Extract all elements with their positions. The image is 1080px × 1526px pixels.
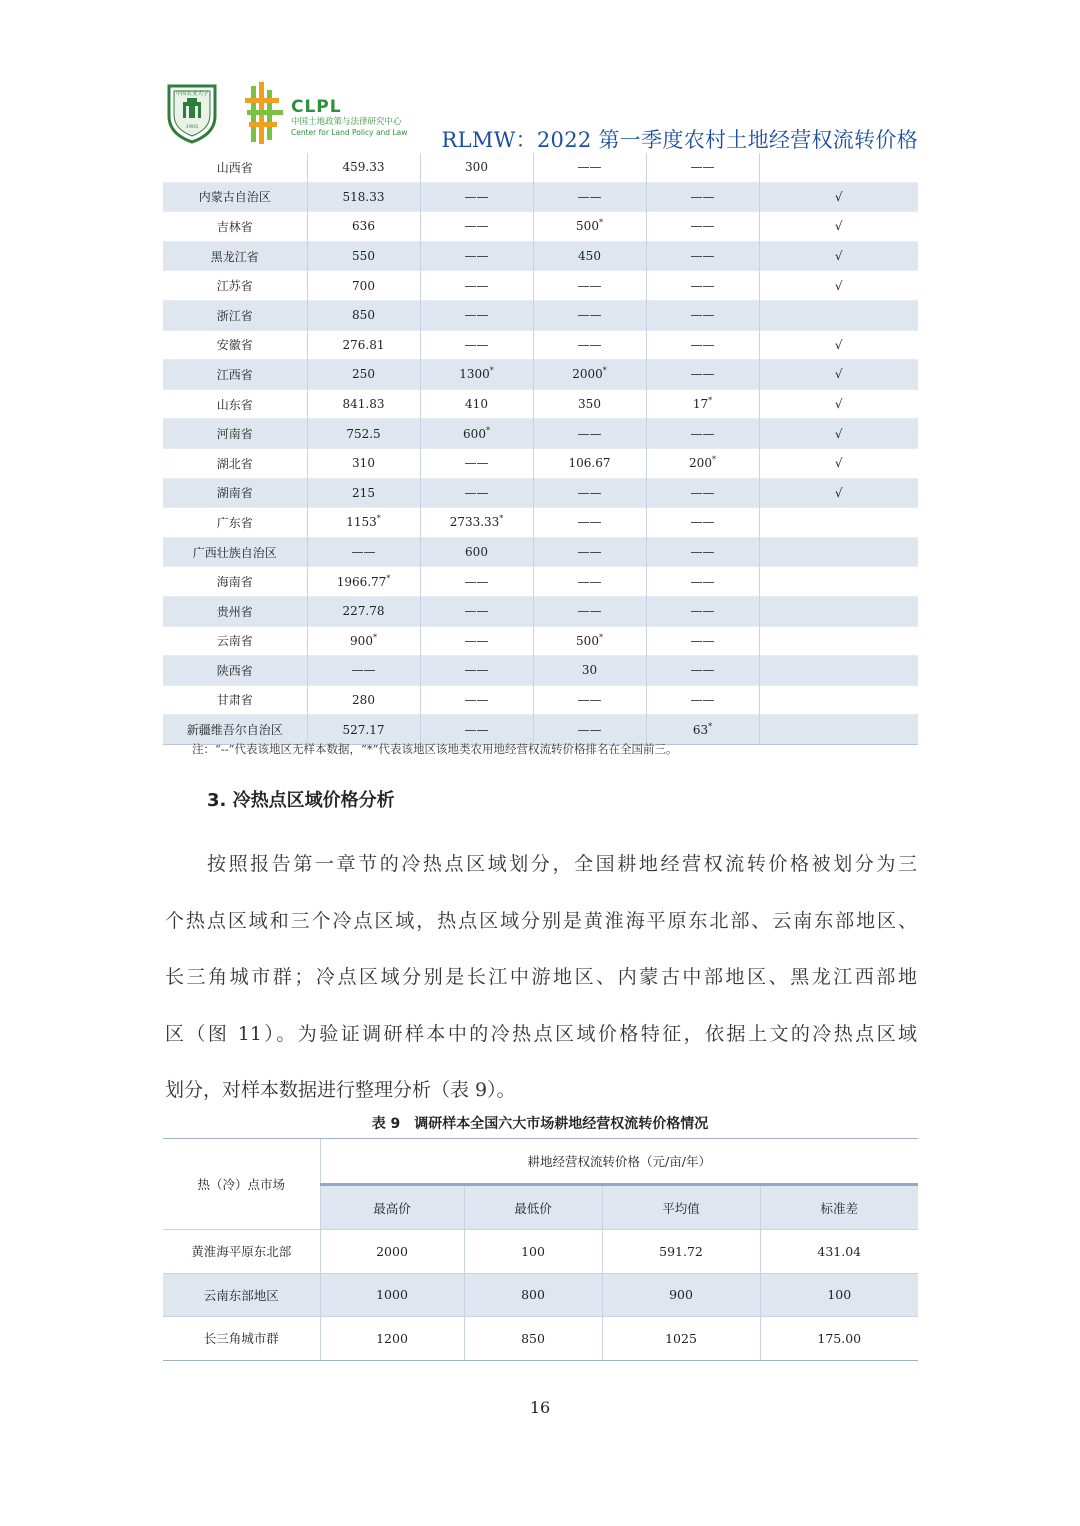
table-cell: ——: [420, 271, 533, 301]
province-name: 安徽省: [163, 330, 307, 360]
table-cell: [759, 685, 918, 715]
paragraph-line: 按照报告第一章节的冷热点区域划分，全国耕地经营权流转价格被划分为三: [207, 853, 917, 875]
province-name: 湖北省: [163, 448, 307, 478]
table-cell: √: [834, 278, 843, 293]
clpl-english-name: Center for Land Policy and Law: [291, 128, 408, 137]
table-cell: ——: [646, 685, 759, 715]
clpl-chinese-name: 中国土地政策与法律研究中心: [291, 117, 402, 127]
clpl-name: CLPL: [291, 97, 342, 117]
table-row: [163, 330, 918, 360]
table-cell: 500*: [533, 626, 646, 656]
province-name: 湖南省: [163, 478, 307, 508]
table-cell: ——: [420, 626, 533, 656]
table-cell: 2000*: [533, 360, 646, 390]
table-cell: 2733.33*: [420, 508, 533, 538]
table-cell: 1300*: [420, 360, 533, 390]
table-row: [163, 153, 918, 182]
province-name: 内蒙古自治区: [163, 182, 307, 212]
table-cell: 527.17: [307, 715, 420, 745]
table-cell: 1966.77*: [307, 567, 420, 597]
table-row: [163, 626, 918, 656]
paragraph-line: 个热点区域和三个冷点区域，热点区域分别是黄淮海平原东北部、云南东部地区、: [165, 909, 917, 932]
table-cell: 841.83: [307, 389, 420, 419]
table-cell: √: [834, 337, 843, 352]
table-cell: ——: [646, 537, 759, 567]
table-cell: ——: [533, 596, 646, 626]
table-cell: ——: [646, 626, 759, 656]
table-cell: 215: [307, 478, 420, 508]
table-cell: 1000: [320, 1273, 464, 1317]
table-cell: ——: [533, 685, 646, 715]
table-cell: ——: [646, 419, 759, 449]
table-row: [163, 537, 918, 567]
table-cell: 250: [307, 360, 420, 390]
table-cell: ——: [420, 656, 533, 686]
table-cell: ——: [420, 212, 533, 242]
table-cell: 106.67: [533, 448, 646, 478]
market-name: 云南东部地区: [163, 1273, 320, 1317]
table-cell: 600*: [420, 419, 533, 449]
table-cell: √: [834, 485, 843, 500]
province-name: 海南省: [163, 567, 307, 597]
market-name: 黄淮海平原东北部: [163, 1230, 320, 1274]
table-cell: ——: [646, 330, 759, 360]
table-cell: 900*: [307, 626, 420, 656]
body-paragraph: [165, 836, 917, 1119]
table-cell: ——: [646, 182, 759, 212]
province-name: 山东省: [163, 389, 307, 419]
table-row: [163, 300, 918, 330]
report-title: RLMW：2022 第一季度农村土地经营权流转价格: [441, 128, 918, 152]
table-cell: √: [834, 189, 843, 204]
table-cell: ——: [646, 596, 759, 626]
table-cell: 459.33: [307, 153, 420, 182]
table-cell: ——: [646, 508, 759, 538]
table-cell: 2000: [320, 1230, 464, 1274]
table-cell: 200*: [646, 448, 759, 478]
table-cell: √: [834, 397, 843, 412]
table-cell: ——: [533, 478, 646, 508]
table-cell: 310: [307, 448, 420, 478]
table-cell: ——: [533, 330, 646, 360]
table-cell: ——: [646, 271, 759, 301]
table-note: 注：“--”代表该地区无样本数据，“*”代表该地区该地类农用地经营权流转价格排名在全国前三。: [192, 742, 678, 756]
province-name: 甘肃省: [163, 685, 307, 715]
table-row: [163, 212, 918, 242]
table-cell: 500*: [533, 212, 646, 242]
market-table-wrapper: [163, 1138, 918, 1361]
province-name: 江苏省: [163, 271, 307, 301]
table-cell: 300: [420, 153, 533, 182]
province-name: 黑龙江省: [163, 241, 307, 271]
table-cell: 63*: [646, 715, 759, 745]
table-cell: [759, 656, 918, 686]
table-row: [163, 1273, 918, 1317]
table-cell: ——: [307, 537, 420, 567]
table-cell: ——: [420, 300, 533, 330]
table-cell: 17*: [646, 389, 759, 419]
table-row: [163, 715, 918, 745]
table-cell: ——: [420, 330, 533, 360]
table-cell: ——: [533, 300, 646, 330]
table-cell: ——: [646, 478, 759, 508]
table-cell: √: [834, 249, 843, 264]
table-row: [163, 478, 918, 508]
province-name: 浙江省: [163, 300, 307, 330]
svg-text:中国农业大学: 中国农业大学: [175, 91, 209, 97]
table-cell: 100: [760, 1273, 918, 1317]
table-cell: 700: [307, 271, 420, 301]
table-cell: √: [834, 219, 843, 234]
column-header-max: 最高价: [320, 1185, 464, 1230]
table-cell: ——: [646, 300, 759, 330]
paragraph-line: 区（图 11）。为验证调研样本中的冷热点区域价格特征，依据上文的冷热点区域: [165, 1022, 917, 1045]
market-price-table: [163, 1139, 918, 1361]
province-name: 广东省: [163, 508, 307, 538]
province-price-table: [163, 153, 918, 745]
province-name: 新疆维吾尔自治区: [163, 715, 307, 745]
table-cell: 1200: [320, 1317, 464, 1361]
column-header-std: 标准差: [760, 1185, 918, 1230]
table-cell: 800: [464, 1273, 602, 1317]
clpl-logo-mark: [245, 80, 287, 146]
province-name: 广西壮族自治区: [163, 537, 307, 567]
table-row: [163, 596, 918, 626]
table-cell: ——: [533, 419, 646, 449]
province-name: 贵州省: [163, 596, 307, 626]
table-cell: ——: [420, 567, 533, 597]
table-row: [163, 656, 918, 686]
page-header: [163, 78, 918, 152]
table-cell: [759, 567, 918, 597]
table-cell: [759, 626, 918, 656]
table-cell: ——: [420, 596, 533, 626]
table-cell: [759, 537, 918, 567]
table-cell: ——: [420, 241, 533, 271]
table-cell: 280: [307, 685, 420, 715]
table-cell: ——: [646, 212, 759, 242]
table-cell: 900: [602, 1273, 760, 1317]
table-row: [163, 271, 918, 301]
table-cell: 431.04: [760, 1230, 918, 1274]
province-name: 云南省: [163, 626, 307, 656]
table-cell: 636: [307, 212, 420, 242]
table-cell: √: [834, 426, 843, 441]
table-cell: ——: [420, 685, 533, 715]
table-cell: ——: [420, 715, 533, 745]
table-cell: 227.78: [307, 596, 420, 626]
table-cell: [759, 300, 918, 330]
table-cell: 410: [420, 389, 533, 419]
table-row: [163, 1230, 918, 1274]
table-cell: ——: [533, 537, 646, 567]
table-row: [163, 685, 918, 715]
table-cell: ——: [307, 656, 420, 686]
section-heading: 3. 冷热点区域价格分析: [207, 790, 395, 811]
table-cell: ——: [646, 241, 759, 271]
table-cell: 450: [533, 241, 646, 271]
page-number: 16: [529, 1398, 551, 1417]
table-cell: 175.00: [760, 1317, 918, 1361]
province-name: 陕西省: [163, 656, 307, 686]
table-row: [163, 241, 918, 271]
table-cell: 1153*: [307, 508, 420, 538]
table-cell: ——: [646, 567, 759, 597]
table-cell: [759, 508, 918, 538]
table-cell: √: [834, 456, 843, 471]
table-cell: [759, 153, 918, 182]
table-row: [163, 360, 918, 390]
table-cell: 518.33: [307, 182, 420, 212]
market-name: 长三角城市群: [163, 1317, 320, 1361]
table-cell: ——: [533, 153, 646, 182]
table-cell: ——: [420, 448, 533, 478]
table-cell: √: [834, 367, 843, 382]
table-cell: ——: [420, 182, 533, 212]
paragraph-line: 划分，对样本数据进行整理分析（表 9）。: [165, 1079, 516, 1101]
table-cell: 1025: [602, 1317, 760, 1361]
table-row: [163, 508, 918, 538]
table-cell: ——: [533, 182, 646, 212]
table-row: [163, 1317, 918, 1361]
svg-text:1905: 1905: [185, 124, 199, 130]
table-caption: 表 9 调研样本全国六大市场耕地经营权流转价格情况: [371, 1116, 709, 1132]
table-row: [163, 389, 918, 419]
table-cell: 30: [533, 656, 646, 686]
column-header-mean: 平均值: [602, 1185, 760, 1230]
table-row: [163, 567, 918, 597]
table-cell: 752.5: [307, 419, 420, 449]
table-cell: ——: [533, 567, 646, 597]
province-name: 吉林省: [163, 212, 307, 242]
table-cell: 350: [533, 389, 646, 419]
table-cell: ——: [533, 271, 646, 301]
table-row: [163, 182, 918, 212]
table-cell: ——: [533, 508, 646, 538]
table-cell: 850: [464, 1317, 602, 1361]
province-name: 河南省: [163, 419, 307, 449]
province-name: 山西省: [163, 153, 307, 182]
table-row: [163, 448, 918, 478]
market-column-header: 热（冷）点市场: [163, 1139, 320, 1230]
paragraph-line: 长三角城市群；冷点区域分别是长江中游地区、内蒙古中部地区、黑龙江西部地: [165, 966, 917, 988]
table-cell: [759, 715, 918, 745]
price-group-header: 耕地经营权流转价格（元/亩/年）: [527, 1154, 711, 1169]
table-row: [163, 419, 918, 449]
table-cell: ——: [646, 153, 759, 182]
table-cell: 850: [307, 300, 420, 330]
column-header-min: 最低价: [464, 1185, 602, 1230]
table-cell: ——: [420, 478, 533, 508]
clpl-logo-text: [291, 98, 431, 137]
province-name: 江西省: [163, 360, 307, 390]
university-seal-logo: [165, 82, 219, 144]
table-cell: 591.72: [602, 1230, 760, 1274]
table-cell: 600: [420, 537, 533, 567]
table-cell: 276.81: [307, 330, 420, 360]
table-cell: ——: [646, 656, 759, 686]
table-cell: [759, 596, 918, 626]
table-cell: 100: [464, 1230, 602, 1274]
table-cell: 550: [307, 241, 420, 271]
table-cell: ——: [646, 360, 759, 390]
table-cell: ——: [533, 715, 646, 745]
